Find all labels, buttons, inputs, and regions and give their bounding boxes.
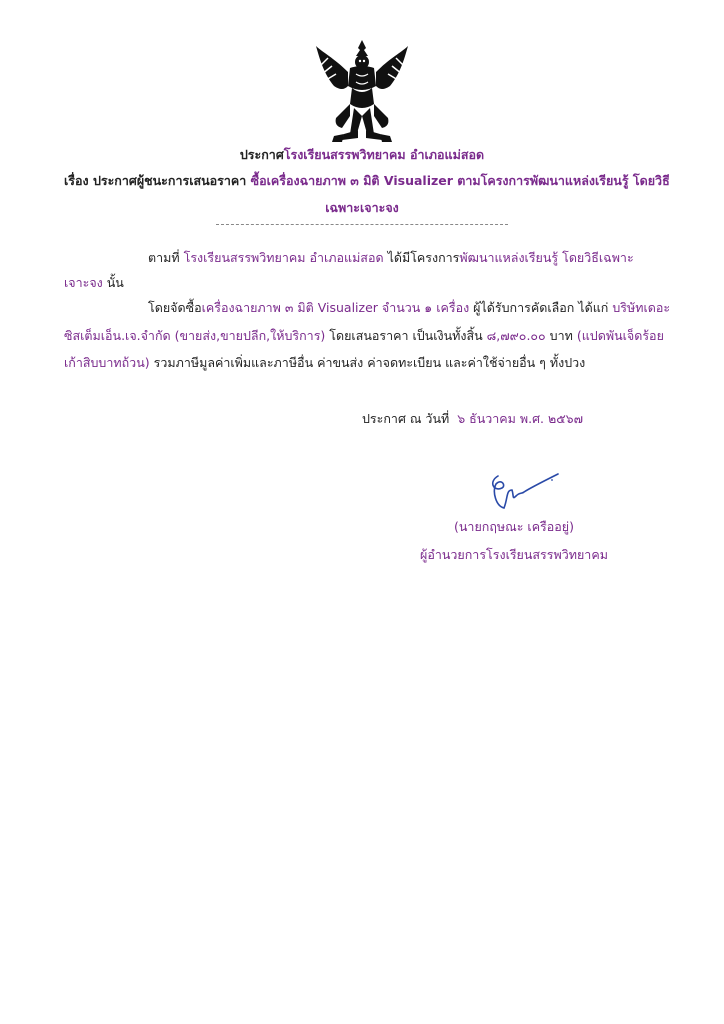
signer-title: ผู้อำนวยการโรงเรียนสรรพวิทยาคม [420, 547, 608, 562]
announce-date-line [362, 411, 583, 427]
announcement-title [0, 147, 724, 163]
p1-text-a: ตามที่ [148, 250, 180, 265]
p1-text-c: ได้มีโครงการ [387, 250, 460, 265]
p2-baht: บาท [549, 328, 573, 343]
p2-price: ๘,๗๙๐.๐๐ [486, 328, 546, 343]
subject-item: ซื้อเครื่องฉายภาพ ๓ มิติ Visualizer ตามโครงการพัฒนาแหล่งเรียนรู้ โดยวิธี [250, 173, 670, 188]
p1-project: พัฒนาแหล่งเรียนรู้ โดยวิธีเฉพาะ [459, 250, 634, 265]
paragraph-2 [148, 300, 670, 316]
paragraph-1 [148, 250, 634, 266]
p2-company: บริษัทเดอะ [612, 300, 671, 315]
separator-dashes [216, 224, 508, 225]
subject-label: เรื่อง ประกาศผู้ชนะการเสนอราคา [64, 173, 247, 188]
p2-company-cont: ซิสเต็มเอ็น.เจ.จำกัด (ขายส่ง,ขายปลีก,ให้บริการ) [64, 328, 326, 343]
p2-price-words: (แปดพันเจ็ดร้อย [576, 328, 664, 343]
p2-item: เครื่องฉายภาพ ๓ มิติ Visualizer จำนวน ๑ เครื่อง [201, 300, 470, 315]
announce-date: ๖ ธันวาคม พ.ศ. ๒๕๖๗ [457, 411, 584, 426]
subject-line-2: เฉพาะเจาะจง [325, 200, 399, 215]
p1-school: โรงเรียนสรรพวิทยาคม อำเภอแม่สอด [183, 250, 384, 265]
p2-price-words-cont: เก้าสิบบาทถ้วน) [64, 355, 150, 370]
p2-text-a: โดยจัดซื้อ [148, 300, 202, 315]
paragraph-1-line-2 [64, 275, 124, 291]
title-prefix: ประกาศ [239, 147, 284, 162]
subject-line [64, 173, 670, 189]
announce-label: ประกาศ ณ วันที่ [362, 411, 450, 426]
p1-end: นั้น [106, 275, 124, 290]
paragraph-2-line-2 [64, 328, 664, 344]
garuda-emblem-icon [314, 38, 410, 146]
p2-text-c: ผู้ได้รับการคัดเลือก ได้แก่ [473, 300, 609, 315]
paragraph-2-line-3 [64, 355, 585, 371]
signature-image [468, 468, 564, 516]
p2-price-label: โดยเสนอราคา เป็นเงินทั้งสิ้น [329, 328, 483, 343]
title-school: โรงเรียนสรรพวิทยาคม อำเภอแม่สอด [283, 147, 485, 162]
p2-tax-note: รวมภาษีมูลค่าเพิ่มและภาษีอื่น ค่าขนส่ง ค่าจดทะเบียน และค่าใช้จ่ายอื่น ๆ ทั้งปวง [153, 355, 586, 370]
signer-name: (นายกฤษณะ เครืออยู่) [454, 519, 574, 534]
p1-method: เจาะจง [64, 275, 103, 290]
